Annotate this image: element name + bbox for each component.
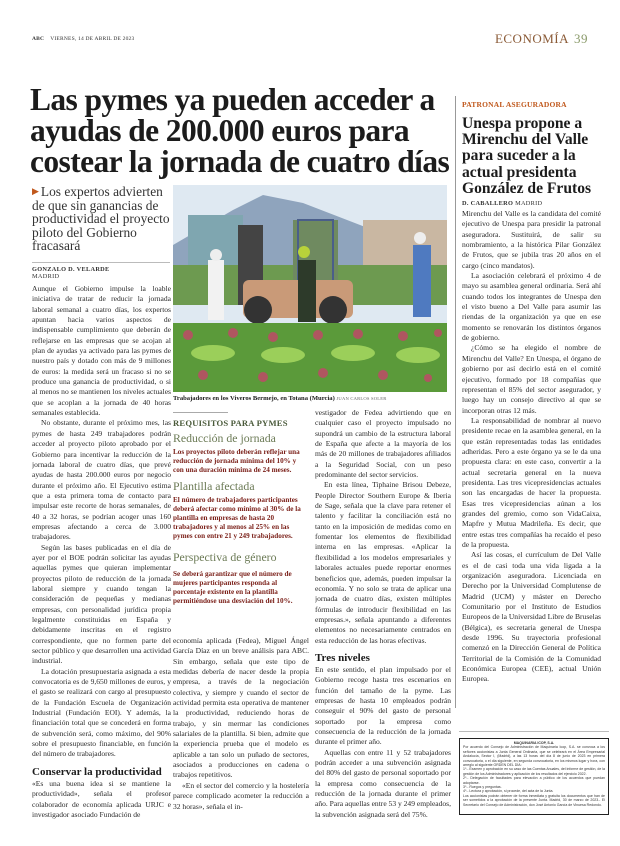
page-header-left [32, 36, 134, 42]
box-title: REQUISITOS PARA PYMES [173, 418, 288, 428]
paragraph: vestigador de Fedea advirtiendo que en cualquier caso el proyecto impulsado no supondrá un cambio de la estructura laboral de España que afecte a la mayoría de los más de 20 millones de trabajadores afiliados a la Seguridad Social, con un peso predominante del sector servicios. [315, 408, 451, 480]
byline [32, 266, 110, 280]
paragraph: Aunque el Gobierno impulse la loable iniciativa de tratar de reducir la jornada laboral semanal a cuatro días, los expertos apuntan hacia varios aspectos de indispensable cumplimiento que deberán de reflejarse en las empresas que se acojan al plan de ayudas ya activado para las pymes de nuestro país y dotado con más de 9 millones de euros: la medida será un fracaso si no se produce una ganancia de productividad, o si al menos no se mantienen los niveles actuales que se acoplan a la jornada de 40 horas semanales establecida. [32, 284, 171, 418]
ad-line: 2º.- Delegación de facultades para elevación a público de los acuerdos que puedan adoptarse. [463, 776, 605, 785]
column-2 [173, 636, 309, 841]
side-headline: Unespa propone a Mirenchu del Valle para suceder a la actual presidenta González de Frutos [462, 115, 592, 197]
brand: ABC [32, 36, 45, 42]
requirements-box [173, 412, 308, 606]
paragraph: Así las cosas, el currículum de Del Valle es el de casi toda una vida ligada a la organización aseguradora. Licenciada en Derecho por la Universidad Complutense de Madrid (UCM) y máster en Derecho Comunitario por el Instituto de Estudios Europeos de la Universidad Libre de Bruselas (Bélgica), es secretaria general de Unespa desde 1996. Su trayectoria profesional comenzó en la Dirección General de Política Territorial de la Comisión de la Comunidad Económica Europea (CEE), actual Unión Europea. [462, 550, 601, 684]
subheading: Tres niveles [315, 651, 370, 664]
box-item-heading: Reducción de jornada [173, 431, 276, 445]
side-kicker: PATRONAL ASEGURADORA [462, 100, 567, 109]
issue-date: VIERNES, 14 DE ABRIL DE 2023 [50, 36, 135, 42]
paragraph: Mirenchu del Valle es la candidata del comité ejecutivo de Unespa para presidir la patronal aseguradora. Sustituirá, de salir su nombramiento, a la histórica Pilar González de Frutos, que se jubila tras 20 años en el cargo (cinco mandatos). [462, 209, 601, 270]
paragraph: Según las bases publicadas en el día de ayer por el BOE podrán solicitar las ayudas aquellas pymes que quieran implementar proyectos piloto de reducción de la jornada laboral siempre y cuando tengan la consideración de pequeñas y medianas empresas, con personalidad jurídica propia legalmente constituidas en España y debidamente inscritas en el registro correspondiente, que no formen parte del sector público y que desarrollen una actividad industrial. [32, 542, 171, 666]
box-item-text: El número de trabajadores participantes deberá afectar como mínimo al 30% de la plantilla en empresas de hasta 20 trabajadores y al menos al 25% en las pymes con entre 21 y 249 trabajadores. [173, 495, 301, 541]
paragraph: La dotación presupuestaria asignada a esta convocatoria es de 9,650 millones de euros, y el gasto se realizará con cargo al presupuesto de la Fundación Escuela de Organización Industrial (Fundación EOI). Y además, la financiación total que se concederá en forma de subvención será, como máximo, del 90% sobre el presupuesto financiable, en función del número de trabajadores. [32, 666, 171, 759]
paragraph: ¿Cómo se ha elegido el nombre de Mirenchu del Valle? En Unespa, el órgano de gobierno por así decirlo está en el comité ejecutivo, formado por 18 compañías que representan el 85% del sector asegurador, y luego hay un consejo directivo al que se incorporan otras 12 más. [462, 343, 601, 415]
headline: Las pymes ya pueden acceder a ayudas de 200.000 euros para costear la jornada de cuatro días [30, 82, 450, 179]
ad-line: 4º.- Lectura y aprobación, si procede, del acta de la Junta. [463, 789, 554, 794]
column-1 [32, 284, 171, 840]
column-divider [455, 96, 456, 708]
ad-title: MAQUINARIA ICOP, S.A. [513, 741, 555, 745]
page-header-right [495, 31, 588, 47]
box-item-text: Se deberá garantizar que el número de mujeres participantes responda al porcentaje existente en la plantilla permitiéndose una desviación del 10%. [173, 569, 293, 606]
column-3 [315, 408, 451, 840]
paragraph: Aquellas con entre 11 y 52 trabajadores podrán acceder a una subvención asignada del 80% del gasto de personal soportado por la empresa como consecuencia de la reducción de la jornada durante el primer año. Para aquellas entre 53 y 249 empleados, la subvención asignada será del 75%. [315, 747, 451, 819]
box-item-text: Los proyectos piloto deberán reflejar una reducción de jornada mínima del 10% y con una duración mínima de 24 meses. [173, 448, 300, 475]
paragraph: «En el sector del comercio y la hostelería parece complicado acometer la reducción a 32 horas», señala el in- [173, 780, 309, 811]
author: D. CABALLERO [462, 200, 514, 207]
paragraph: economía aplicada (Fedea), Miguel Ángel García Díaz en un breve análisis para ABC. Sin embargo, señala que este tipo de medidas debería de nacer desde la propia empresa, a través de la negociación colectiva, y siempre y cuando el sector de actividad permita esta operativa de mantener la productividad, reduciendo horas de trabajo, y sin mermar las condiciones salariales de la plantilla. Si bien, admite que la experiencia prueba que el modelo es aplicable a tan solo un puñado de sectores, asociados a producciones en cadena o trabajos repetitivos. [173, 636, 309, 780]
subheading: Conservar la productividad [32, 765, 162, 778]
photo-caption [173, 395, 453, 402]
paragraph: En este sentido, el plan impulsado por el Gobierno recoge hasta tres escenarios en función del tamaño de la pyme. Las empresas de hasta 10 empleados podrán conseguir el 90% del gasto de personal soportado por la empresa como consecuencia de la reducción de la jornada durante el primer año. [315, 664, 451, 747]
location: MADRID [32, 273, 60, 280]
author: GONZALO D. VELARDE [32, 266, 110, 273]
paragraph: No obstante, durante el próximo mes, las pymes de hasta 249 trabajadores podrán acceder al proyecto piloto aprobado por el Gobierno para incentivar la reducción de la jornada laboral de cuatro días, que prevé ayudas de hasta 200.000 euros por negocio durante el próximo año. El Ejecutivo estima que a esta primera toma de contacto para impulsar este recorte de horas semanales, de 40 a 32 horas, se podrían acoger unas 160 empresas afectando a cerca de 3.000 trabajadores. [32, 418, 171, 542]
location: MADRID [515, 200, 543, 207]
box-item-heading: Plantilla afectada [173, 478, 255, 493]
box-item-heading: Perspectiva de género [173, 549, 277, 564]
ad-line: 3º.- Ruegos y preguntas. [463, 785, 502, 790]
ad-line: Por acuerdo del Consejo de Administración de Maquinaria Icop, S.A. se convoca a los señores accionistas a Junta General Ordinaria, que se celebrará en el Área Empresarial Andalucía, Sector I, (Madrid), a las 13 horas del día 8 de junio de 2023 en primera convocatoria, o el día siguiente, en segunda convocatoria, en los mismos lugar y hora, con arreglo al siguiente ORDEN DEL DÍA: [463, 745, 605, 768]
photo-credit: JUAN CARLOS SOLER [336, 396, 387, 401]
divider [459, 731, 609, 732]
paragraph: En esta línea, Tiphaine Brisou Debeze, People Director Southern Europe & Iberia de Sage, señala que la clave para retener el talento y facilitar la conciliación está no tanto en la imposición de medidas como en fomentar los elementos de flexibilidad interna en las empresas. «Aplicar la flexibilidad a los modelos empresariales y laborales actuales puede reportar enormes beneficios que, además, pueden impulsar la economía. Y no solo se trata de aplicar una jornada de cuatro días, existen múltiples fórmulas de introducir flexibilidad en las empresas.», señala apuntando a diferentes elementos no necesariamente centrados en esta reducción de las horas efectivas. [315, 480, 451, 645]
divider [32, 262, 170, 263]
triangle-bullet-icon: ▶ [32, 186, 39, 196]
ad-line: 1º.- Examen y aprobación en su caso de las Cuentas Anuales, del informe de gestión, de la gestión de los Administradores y aplicación de los resultados del ejercicio 2022. [463, 767, 605, 776]
page-number: 39 [574, 31, 588, 46]
ad-line: Los accionistas podrán obtener de forma inmediata y gratuita los documentos que han de ser sometidos a la aprobación de la presente Junta. Madrid, 30 de marzo de 2023.- El Secretario del Consejo de Administración, don José Antonio García de Vinuesa Redondo. [463, 793, 605, 807]
legal-notice-ad [459, 738, 609, 815]
deck-text: Los expertos advierten de que sin ganancias de productividad el proyecto piloto del Gobierno fracasará [32, 184, 170, 253]
deck [32, 185, 170, 253]
news-photo [173, 185, 447, 392]
caption-text: Trabajadores en los Viveros Bermejo, en Totana (Murcia) [173, 395, 335, 402]
paragraph: «Es una buena idea si se mantiene la productividad», señala el profesor colaborador de economía aplicada URJC e investigador asociado Fundación de [32, 778, 171, 819]
paragraph: La responsabilidad de nombrar al nuevo presidente recae en la asamblea general, en la que están representadas todas las entidades adheridas. Pero a este órgano ya se le da una propuesta clara: en este caso, convertir a la actual secretaria general en la nueva presidenta. Las tres vicepresidencias actuales son las encargadas de hacer la propuesta. Esas tres vicepresidencias aúnan a los grandes del gremio, como son VidaCaixa, Mapfre y Mutua Madrileña. Es decir, que entre estas tres compañías ha recaído el peso de la propuesta. [462, 415, 601, 549]
divider [173, 412, 228, 413]
side-byline [462, 200, 542, 207]
side-column [462, 209, 601, 709]
paragraph: La asociación celebrará el próximo 4 de mayo su asamblea general ordinaria. Será ahí cuando todos los integrantes de Unespa den el visto bueno a Del Valle para asumir las riendas de la organización ya que en ese momento se renovarán los distintos órganos de gobierno. [462, 271, 601, 343]
section-name: ECONOMÍA [494, 31, 569, 46]
